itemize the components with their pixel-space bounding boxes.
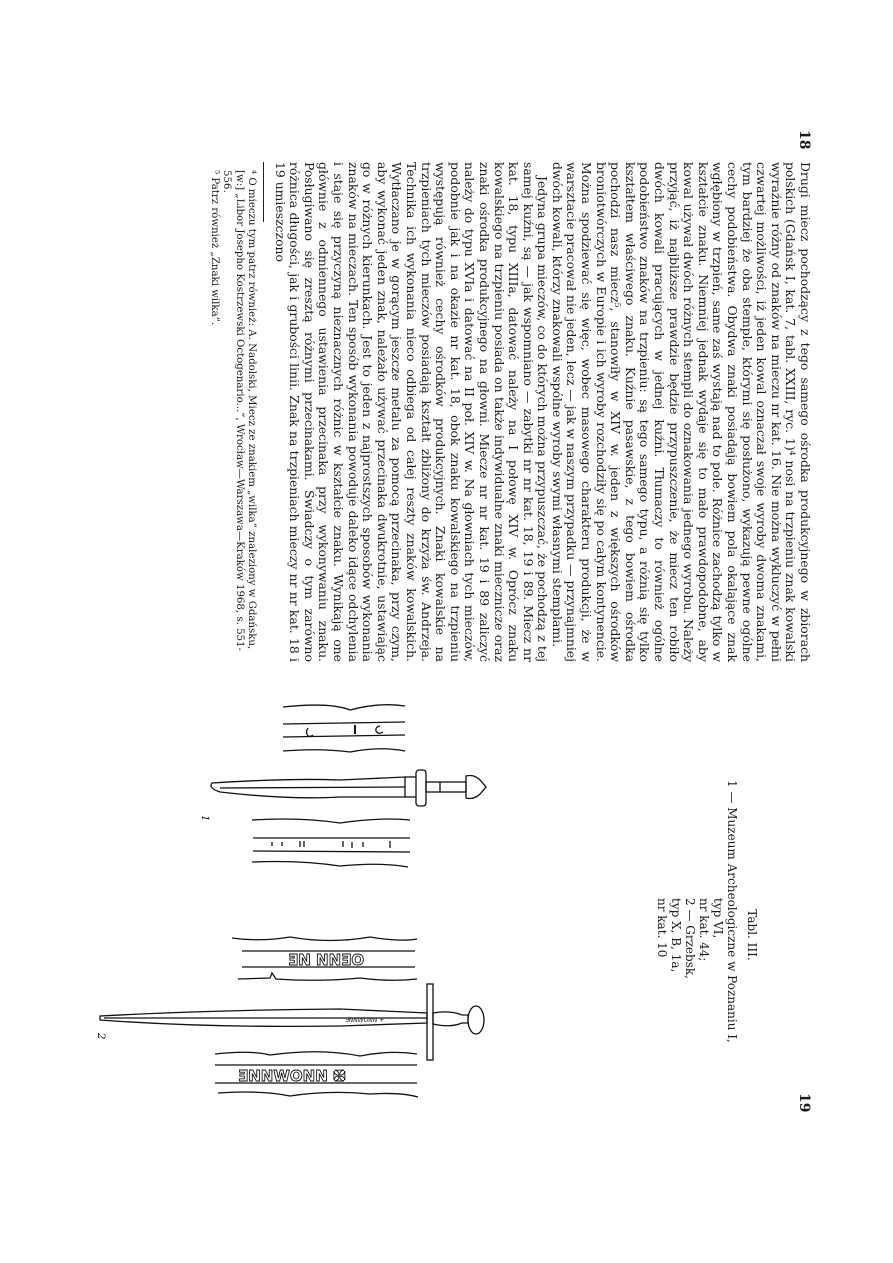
caption-line: 1 — Muzeum Archeologiczne w Poznaniu I, <box>725 780 739 1043</box>
caption-line: typ VI, <box>711 898 725 939</box>
paragraph: Drugi miecz pochodzący z tego samego ośrodka produkcyjnego w zbiorach polskich (Gdańsk I, kat. 7, tabl. XXIII, ryc. 1)⁴ nosi na trzpieniu znak kowalski wyraźnie różny od znaków na mieczu nr kat. 16. Nie można wykluczyć w pełni czwartej możliwości, iż jeden kowal oznaczał swoje wyroby dwoma znakami, tym bardziej że oba stemple, którymi się posłużono, wykazują pewne ogólne cechy podobieństwa. Obydwa znaki posiadają bowiem pola okalające znak wgłębiony w trzpień, same zaś wystają nad to pole. Różnice zachodzą tylko w kształcie znaku. Niemniej jednak wydaje się to mało prawdopodobne, aby kowal używał dwóch różnych stempli do oznakowania jednego wyrobu. Należy przyjąć, iż najbliższe prawdzie będzie przypuszczenie, że miecz ten robiło dwóch kowali pracujących w jednej kuźni. Tłumaczy to również ogólne podobieństwo znaków na trzpieniu: są tego samego typu, a różnią się tylko kształtem właściwego znaku. Kuźnie pasawskie, z tego bowiem ośrodka pochodzi nasz miecz⁵, stanowiły w XIV w. jeden z większych ośrodków broniotwórczych w Europie i ich wyroby rozchodziły się po całym kontynencie. Można spodziewać się więc, wobec masowego charakteru produkcji, że w warsztacie pracował nie jeden, lecz — jak w naszym przypadku — przynajmniej dwóch kowali, którzy znakowali wspólne wyroby swymi własnymi stemplami. <box>549 162 813 662</box>
page-number-right: 19 <box>796 1093 812 1113</box>
caption-line: nr kat. 44; <box>697 898 711 962</box>
paragraph: Jedyna grupa mieczów, co do których można przypuszczać, że pochodzą z tej samej kuźni, są — jak wspomniano — zabytki nr nr kat. 18, 19 i 89. Miecz nr kat. 18, typu XIIIa, datować należy na I połowę XIV w. Oprócz znaku kowalskiego na trzpieniu posiada on także indywidualne znaki miecznicze oraz znaki ośrodka produkcyjnego na głowni. Miecze nr nr kat. 19 i 89 zaliczyć należy do typu XVIa i datować na II poł. XIV w. Na głowniach tych mieczów, podobnie jak i na okazie nr kat. 18, obok znaku kowalskiego na trzpieniu występują również cechy ośrodków produkcyjnych. Znaki kowalskie na trzpieniach tych mieczów posiadają kształt zbliżony do krzyża św. Andrzeja. Technika ich wykonania nieco odbiega od całej reszty znaków kowalskich. Wytłaczano je w gorącym jeszcze metalu za pomocą przecinaka, przy czym, aby wykonać jeden znak, należało używać przecinaka dwukrotnie, ustawiając go w różnych kierunkach. Jest to jeden z najprostszych sposobów wykonania znaków na mieczach. Ten sposób wykonania powoduje daleko idące odchylenia i staje się przyczyną nieznacznych różnic w kształcie znaku. Wynikają one głównie z odmiennego ustawienia przecinaka przy wykonywaniu znaku. Posługiwano się zresztą różnymi przecinakami. Świadczy o tym zarówno różnica długości, jak i grubości linii. Znak na trzpieniach mieczy nr nr kat. 18 i 19 umieszczono <box>272 162 551 662</box>
figure-2-label: 2 <box>95 1033 106 1040</box>
caption-line: 2 — Grzebsk, <box>683 898 697 979</box>
caption-line: typ X, B, 1a, <box>669 898 683 973</box>
plate-caption <box>655 780 795 1090</box>
figure-1-label: 1 <box>199 815 210 822</box>
figure-2-blade-stamp: ƎNNWONN + <box>345 1017 385 1024</box>
figure-1-sword <box>190 680 510 910</box>
footnote: ⁴ O mieczu tym patrz również: A. Nadolski, Miecz ze znakiem „wilka” znaleziony w Gdańsku, [w:] „Libor Josepho Kostrzewski Octogenario...”, Wrocław—Warszawa—Kraków 1968, s. 551-556. <box>221 170 258 651</box>
footnote-divider <box>263 162 264 222</box>
figure-2-sword <box>90 900 510 1130</box>
text-column <box>92 162 812 662</box>
page-number-left: 18 <box>796 130 812 150</box>
figure-2-inscription-top: ƎN NNƎO <box>288 951 365 969</box>
plate-title: Tabl. III. <box>745 909 759 961</box>
body-text <box>272 162 812 662</box>
footnote: ⁵ Patrz również „Znaki wilka”. <box>208 170 220 326</box>
caption-line: nr kat. 10 <box>655 898 669 958</box>
figure-2-inscription-bottom: ƎNNWONN ✠ <box>238 1067 346 1085</box>
footnotes <box>207 162 257 662</box>
